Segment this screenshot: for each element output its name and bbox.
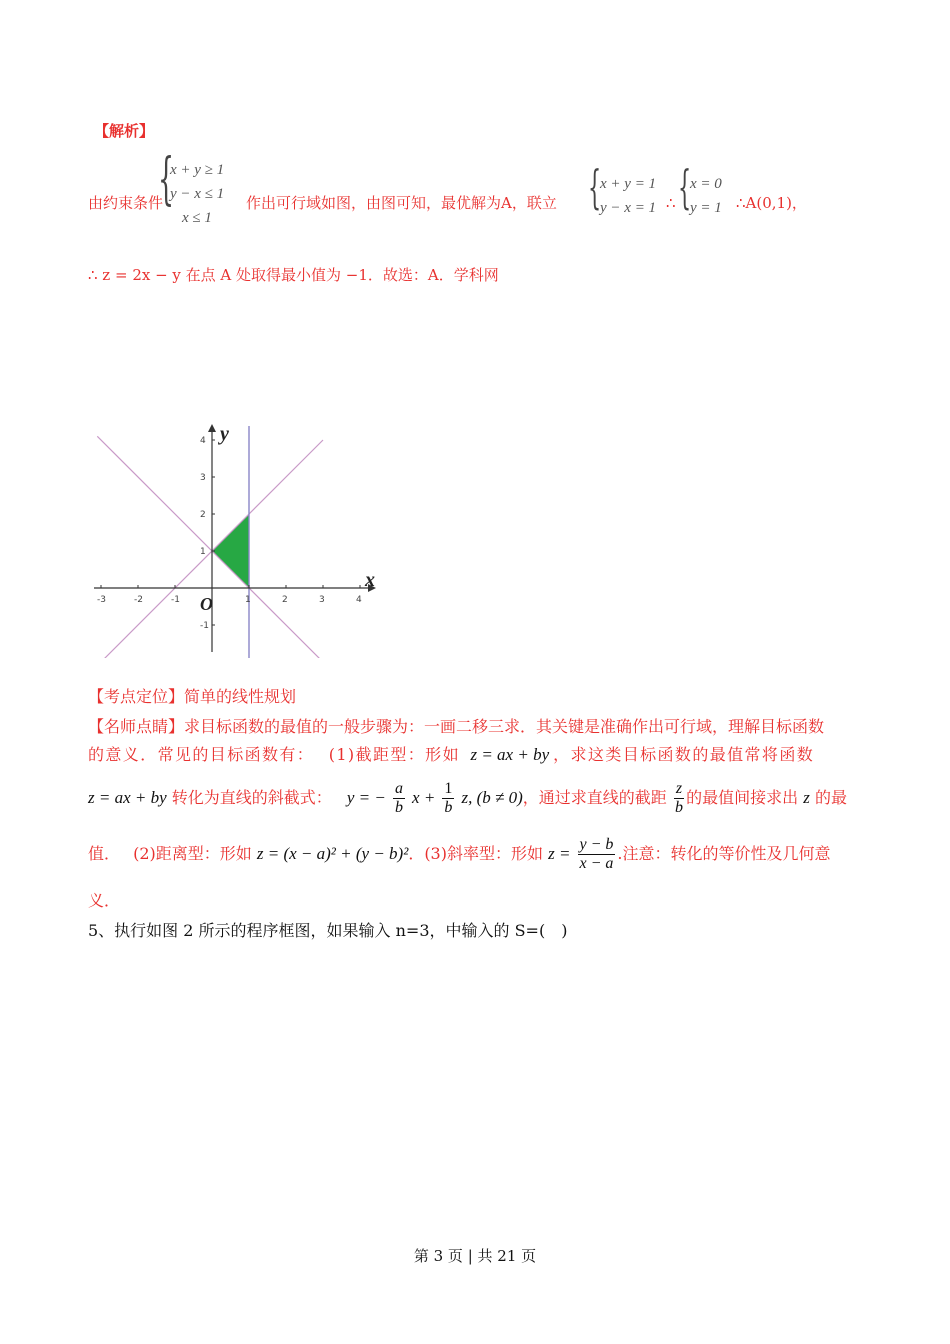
- y-tick-label: 4: [200, 436, 206, 446]
- x-tick-label: 1: [245, 595, 251, 605]
- analysis-prefix: 由约束条件: [88, 194, 164, 212]
- system1-eq1: x + y = 1: [600, 176, 657, 192]
- frac-a-b-num: a: [394, 780, 403, 797]
- analysis-tag: 【解析】: [94, 122, 155, 140]
- formula-linear-2: z = ax + by: [88, 788, 167, 807]
- x-tick-label: 2: [282, 595, 288, 605]
- y-tick-label: 1: [200, 547, 206, 557]
- mingshi-line2-a: 的意义．常见的目标函数有：: [88, 745, 315, 764]
- x-tick-label: -2: [134, 595, 143, 605]
- system1-eq2: y − x = 1: [600, 200, 657, 216]
- kaodian-line: [88, 684, 296, 707]
- analysis-middle: 作出可行域如图，由图可知，最优解为A，联立: [246, 194, 557, 212]
- slope-z: z =: [548, 844, 571, 863]
- constraint-1: x + y ≥ 1: [170, 162, 225, 178]
- x-tick-label: 3: [319, 595, 325, 605]
- frac-z-b-num: z: [675, 780, 683, 797]
- feasible-region: [212, 514, 249, 588]
- mingshi-line1: 求目标函数的最值的一般步骤为：一画二移三求．其关键是准确作出可行域，理解目标函数: [184, 717, 825, 736]
- kaodian-tag: 【考点定位】: [88, 687, 185, 706]
- brace-icon-3: {: [678, 160, 692, 214]
- mingshi-line-1: [88, 714, 824, 737]
- mingshi-line-4: [88, 836, 831, 873]
- formula-distance: z = (x − a)² + (y − b)²: [256, 844, 409, 863]
- mingshi-tag: 【名师点睛】: [88, 717, 185, 736]
- y-axis-label: y: [220, 423, 229, 445]
- brace-icon: {: [158, 147, 175, 212]
- slope-y: y = −: [346, 788, 386, 807]
- mingshi-line3-b: ，通过求直线的截距: [522, 788, 667, 807]
- slope-tail: z, (b ≠ 0): [461, 788, 523, 807]
- system-2: [690, 172, 722, 220]
- y-tick-label: 2: [200, 510, 206, 520]
- system2-eq1: x = 0: [690, 176, 722, 192]
- analysis-conclusion: ∴ z = 2x − y 在点 A 处取得最小值为 −1．故选：A．学科网: [88, 266, 499, 284]
- frac-1-b: [442, 780, 454, 817]
- origin-label: O: [200, 594, 213, 614]
- frac-slope-num: y − b: [579, 836, 614, 853]
- mingshi-line-3: [88, 780, 847, 817]
- mingshi-line4-b: (2)距离型：形如: [133, 844, 252, 863]
- y-tick-label: 3: [200, 473, 206, 483]
- analysis-block: [88, 112, 838, 287]
- therefore-1: ∴: [666, 194, 676, 212]
- point-a: ∴A(0,1)，: [736, 194, 807, 212]
- var-z: z: [803, 788, 810, 807]
- frac-a-b: [393, 780, 405, 817]
- x-tick-label: -3: [97, 595, 106, 605]
- y-axis-arrow-icon: [208, 424, 216, 432]
- frac-slope: [578, 836, 616, 873]
- constraint-2: y − x ≤ 1: [170, 186, 225, 202]
- mingshi-line3-c: 的最值间接求出: [686, 788, 799, 807]
- frac-1-b-den: b: [444, 799, 453, 816]
- frac-z-b: [674, 780, 684, 817]
- x-tick-label: 4: [356, 595, 362, 605]
- frac-1-b-num: 1: [444, 780, 453, 797]
- system2-eq2: y = 1: [690, 200, 722, 216]
- mingshi-line4-a: 值．: [88, 844, 121, 863]
- mingshi-line4-d: .注意：转化的等价性及几何意: [617, 844, 831, 863]
- formula-linear: z = ax + by: [470, 745, 550, 764]
- frac-a-b-den: b: [394, 799, 403, 816]
- mingshi-line-5: 义．: [88, 891, 121, 910]
- line-x-plus-y-eq-1: [97, 436, 323, 658]
- feasible-region-graph: [88, 418, 388, 658]
- mingshi-line2-c: ，求这类目标函数的最值常将函数: [553, 745, 815, 764]
- mingshi-line4-c: ．(3)斜率型：形如: [408, 844, 543, 863]
- page-footer: 第 3 页 | 共 21 页: [413, 1247, 537, 1265]
- mingshi-line3-a: 转化为直线的斜截式：: [171, 788, 332, 807]
- brace-icon-2: {: [588, 160, 602, 214]
- constraints-system: [170, 158, 224, 230]
- frac-slope-den: x − a: [579, 855, 614, 872]
- constraint-3: x ≤ 1: [182, 210, 212, 226]
- kaodian-text: 简单的线性规划: [184, 687, 297, 706]
- question-5: 5、执行如图 2 所示的程序框图，如果输入 n=3，中输入的 S=( ): [88, 921, 568, 940]
- x-axis-label: x: [365, 569, 375, 591]
- system-1: [600, 172, 656, 220]
- slope-mid: x +: [412, 788, 436, 807]
- mingshi-line2-b: (1)截距型：形如: [328, 745, 460, 764]
- mingshi-line3-d: 的最: [814, 788, 847, 807]
- x-tick-label: -1: [171, 595, 180, 605]
- mingshi-line-2: [88, 742, 814, 765]
- frac-z-b-den: b: [675, 799, 684, 816]
- y-tick-label: -1: [200, 621, 209, 631]
